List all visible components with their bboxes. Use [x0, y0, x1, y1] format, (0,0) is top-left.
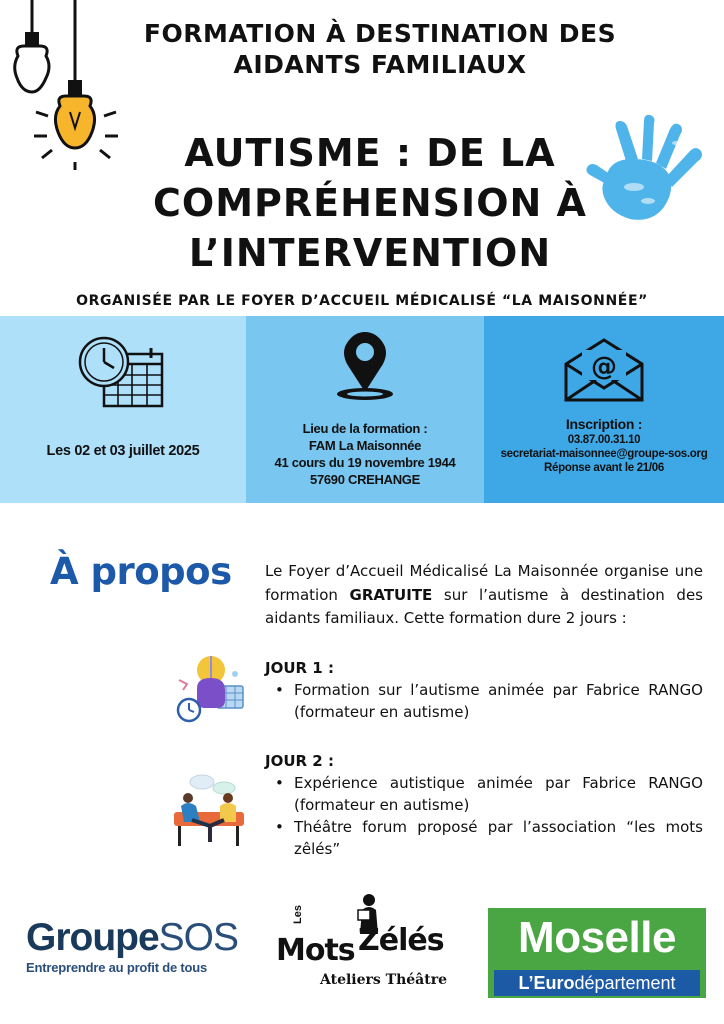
svg-text:@: @ — [591, 352, 617, 382]
date-panel — [0, 316, 246, 503]
location-text: Lieu de la formation : FAM La Maisonnée 41 cours du 19 novembre 1944 57690 CREHANGE — [274, 421, 456, 487]
about-intro: Le Foyer d’Accueil Médicalisé La Maisonnée organise une formation GRATUITE sur l’autisme à destination des aidants familiaux. Cette formation dure 2 jours : — [265, 562, 703, 627]
clock-calendar-icon — [78, 334, 168, 410]
registration-phone: 03.87.00.31.10 — [567, 434, 641, 446]
free-emphasis: GRATUITE — [349, 585, 433, 604]
location-pin-icon — [335, 330, 395, 402]
date-text: Les 02 et 03 juillet 2025 — [46, 443, 200, 459]
page-title: AUTISME : DE LA COMPRÉHENSION À L’INTERVENTION — [153, 131, 587, 275]
info-band — [0, 316, 724, 503]
day2-section: JOUR 2 : • Expérience autistique animée par Fabrice RANGO (formateur en autisme) • Théâtre forum proposé par l’association “les mots zêlés” — [265, 752, 703, 860]
email-envelope-icon — [562, 338, 646, 402]
mots-zeles-logo: Les Mots Zélés Ateliers Théâtre — [274, 894, 452, 994]
light-bulb-on-icon — [30, 0, 122, 172]
brain-puzzle-illustration — [173, 650, 249, 726]
registration-text: Inscription : 03.87.00.31.10 secretariat-maisonnee@groupe-sos.org Réponse avant le 21/06 — [484, 416, 724, 475]
conversation-illustration — [170, 772, 248, 848]
organizer-line: ORGANISÉE PAR LE FOYER D’ACCUEIL MÉDICALISÉ “LA MAISONNÉE” — [76, 293, 648, 309]
list-item: • Formation sur l’autisme animée par Fabrice RANGO (formateur en autisme) — [265, 679, 703, 723]
location-panel — [246, 316, 484, 503]
registration-email[interactable]: secretariat-maisonnee@groupe-sos.org — [500, 448, 708, 460]
training-audience-heading: FORMATION À DESTINATION DES AIDANTS FAMILIAUX — [143, 19, 617, 79]
list-item: • Théâtre forum proposé par l’association “les mots zêlés” — [265, 816, 703, 860]
about-heading: À propos — [50, 550, 232, 593]
list-item: • Expérience autistique animée par Fabrice RANGO (formateur en autisme) — [265, 772, 703, 816]
registration-panel — [484, 316, 724, 503]
groupe-sos-logo: GroupeSOS Entreprendre au profit de tous — [26, 916, 239, 975]
registration-deadline: Réponse avant le 21/06 — [544, 462, 664, 474]
moselle-logo: Moselle L’Eurodépartement — [486, 906, 708, 1000]
day1-section: JOUR 1 : • Formation sur l’autisme animée par Fabrice RANGO (formateur en autisme) — [265, 659, 703, 723]
